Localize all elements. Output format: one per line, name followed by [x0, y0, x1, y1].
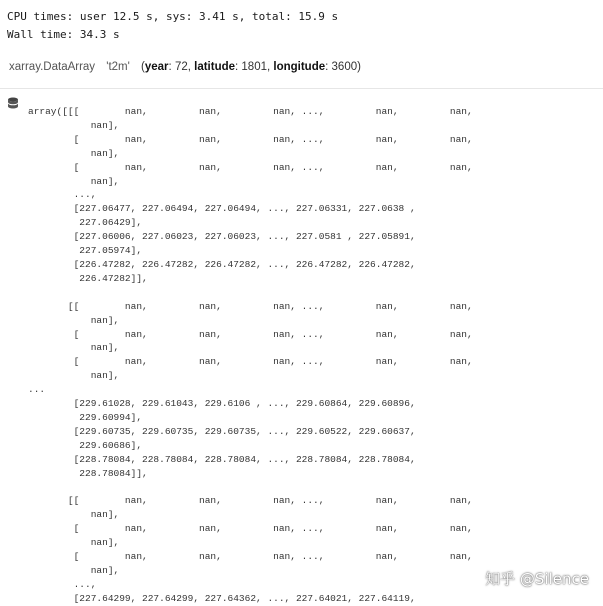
dim-size: 3600	[331, 61, 358, 73]
dataarray-name: 't2m'	[106, 61, 130, 73]
dim-name: latitude	[194, 61, 236, 73]
dataarray-dims: (year: 72, latitude: 1801, longitude: 3600)	[141, 61, 361, 73]
dim-name: longitude	[273, 61, 326, 73]
execution-timing	[7, 8, 338, 44]
dim-name: year	[144, 61, 169, 73]
dataarray-type-label: xarray.DataArray	[9, 61, 96, 73]
dim-size: 72	[174, 61, 188, 73]
dataarray-values-preview: array([[[ nan, nan, nan, ..., nan, nan, nan], [ nan, nan, nan, ..., nan, nan, nan], [ nan, nan, nan, ..., nan, nan, nan], ..., [227.06477, 227.06494, 227.06494, ..., 227.06331, 227.0638 , 227.06429], [227.06006, 227.06023, 227.06023, ..., 227.0581 , 227.05891, 227.05974], [226.47282, 226.47282, 226.47282, ..., 226.47282, 226.47282, 226.47282]], [[ nan, nan, nan, ..., nan, nan, nan], [ nan, nan, nan, ..., nan, nan, nan], [ nan, nan, nan, ..., nan, nan, nan], ... [229.61028, 229.61043, 229.6106 , ..., 229.60864, 229.60896, 229.60994], [229.60735, 229.60735, 229.60735, ..., 229.60522, 229.60637, 229.60686], [228.78084, 228.78084, 228.78084, ..., 228.78084, 228.78084, 228.78084]], [[ nan, nan, nan, ..., nan, nan, nan], [ nan, nan, nan, ..., nan, nan, nan], [ nan, nan, nan, ..., nan, nan, nan], ..., [227.64299, 227.64299, 227.64362, ..., 227.64021, 227.64119,	[28, 106, 473, 604]
cpu-times-line: CPU times: user 12.5 s, sys: 3.41 s, total: 15.9 s	[7, 10, 339, 23]
database-icon[interactable]	[7, 97, 19, 109]
header-divider	[0, 88, 603, 89]
dataarray-header[interactable]	[9, 61, 361, 79]
dim-size: 1801	[241, 61, 267, 73]
watermark: 知乎 @Silence	[485, 570, 589, 588]
wall-time-line: Wall time: 34.3 s	[7, 28, 120, 41]
